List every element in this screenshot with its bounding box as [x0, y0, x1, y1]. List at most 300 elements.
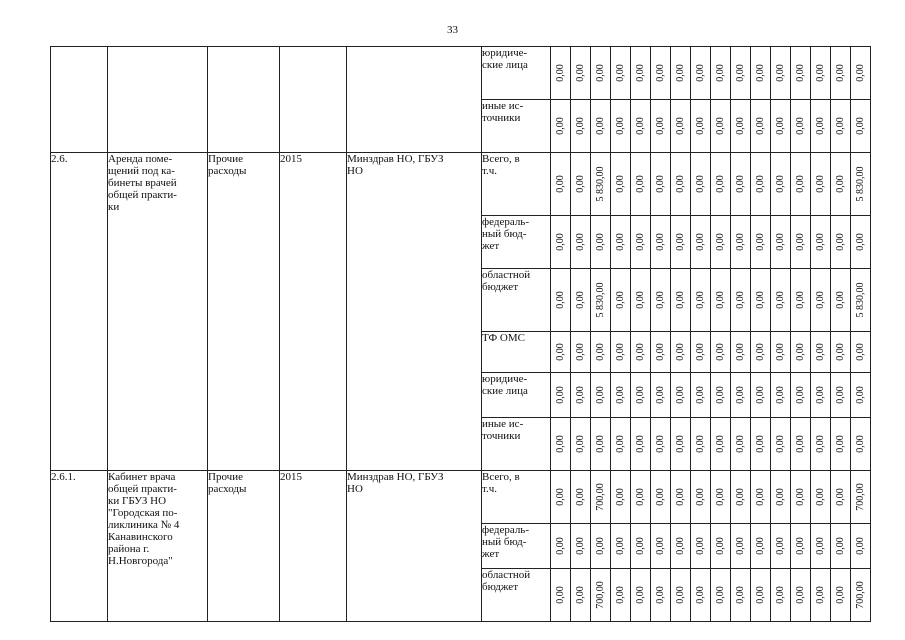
value-text: 0,00 — [654, 175, 666, 193]
item-name: Кабинет врача общей практи- ки ГБУЗ НО "Городская по- ликлиника № 4 Канавинского района г. Н.Новгорода" — [108, 471, 208, 622]
value-text: 0,00 — [674, 537, 686, 555]
value-text: 0,00 — [854, 233, 866, 251]
value-cell — [671, 418, 691, 471]
value-cell — [731, 269, 751, 332]
expense-type: Прочие расходы — [208, 471, 280, 622]
value-text: 0,00 — [694, 343, 706, 361]
value-cell — [711, 524, 731, 569]
value-text: 0,00 — [694, 175, 706, 193]
item-year: 2015 — [280, 153, 347, 471]
value-text: 0,00 — [774, 537, 786, 555]
value-cell — [551, 332, 571, 373]
value-cell — [751, 332, 771, 373]
funding-source: юридиче- ские лица — [482, 47, 551, 100]
value-cell — [791, 418, 811, 471]
value-text: 0,00 — [774, 64, 786, 82]
funding-source: федераль- ный бюд- жет — [482, 216, 551, 269]
value-cell — [711, 569, 731, 622]
value-cell — [751, 524, 771, 569]
executor: Минздрав НО, ГБУЗ НО — [347, 471, 482, 622]
value-cell — [771, 471, 791, 524]
value-cell — [851, 216, 871, 269]
value-text: 0,00 — [754, 537, 766, 555]
value-cell — [811, 153, 831, 216]
value-text: 0,00 — [554, 175, 566, 193]
value-cell — [651, 269, 671, 332]
value-cell — [631, 524, 651, 569]
value-text: 0,00 — [754, 386, 766, 404]
value-cell — [791, 332, 811, 373]
value-text: 0,00 — [554, 343, 566, 361]
value-text: 0,00 — [634, 488, 646, 506]
funding-source: иные ис- точники — [482, 100, 551, 153]
value-cell — [771, 47, 791, 100]
value-cell — [671, 569, 691, 622]
value-cell — [651, 100, 671, 153]
value-cell — [711, 216, 731, 269]
value-cell — [571, 418, 591, 471]
value-text: 0,00 — [574, 291, 586, 309]
value-text: 0,00 — [614, 175, 626, 193]
value-text: 0,00 — [774, 435, 786, 453]
value-cell — [851, 569, 871, 622]
value-text: 0,00 — [614, 586, 626, 604]
value-text: 0,00 — [694, 64, 706, 82]
value-text: 0,00 — [574, 343, 586, 361]
value-cell — [631, 269, 651, 332]
value-text: 700,00 — [854, 581, 866, 609]
value-cell — [571, 373, 591, 418]
value-text: 0,00 — [754, 488, 766, 506]
value-text: 0,00 — [834, 343, 846, 361]
value-cell — [551, 569, 571, 622]
table-row — [51, 47, 871, 100]
value-cell — [551, 418, 571, 471]
value-cell — [751, 153, 771, 216]
value-cell — [791, 216, 811, 269]
value-text: 0,00 — [774, 488, 786, 506]
value-cell — [771, 373, 791, 418]
value-cell — [691, 100, 711, 153]
value-cell — [831, 524, 851, 569]
value-cell — [571, 524, 591, 569]
item-number — [51, 47, 108, 153]
funding-source: ТФ ОМС — [482, 332, 551, 373]
value-text: 0,00 — [834, 175, 846, 193]
value-cell — [671, 100, 691, 153]
value-cell — [571, 269, 591, 332]
value-cell — [571, 216, 591, 269]
value-cell — [671, 471, 691, 524]
value-text: 0,00 — [634, 586, 646, 604]
value-text: 0,00 — [634, 233, 646, 251]
value-cell — [811, 373, 831, 418]
value-text: 0,00 — [654, 117, 666, 135]
value-cell — [671, 216, 691, 269]
value-cell — [711, 332, 731, 373]
item-name — [108, 47, 208, 153]
value-cell — [831, 269, 851, 332]
value-cell — [811, 569, 831, 622]
value-text: 0,00 — [614, 64, 626, 82]
value-cell — [731, 153, 751, 216]
value-cell — [771, 418, 791, 471]
value-cell — [691, 569, 711, 622]
value-text: 0,00 — [614, 386, 626, 404]
value-text: 0,00 — [634, 386, 646, 404]
value-cell — [551, 373, 571, 418]
value-cell — [651, 569, 671, 622]
value-cell — [551, 269, 571, 332]
value-text: 0,00 — [734, 117, 746, 135]
value-text: 0,00 — [574, 586, 586, 604]
value-text: 0,00 — [634, 117, 646, 135]
value-text: 0,00 — [794, 343, 806, 361]
value-text: 0,00 — [674, 64, 686, 82]
value-cell — [591, 269, 611, 332]
value-cell — [751, 269, 771, 332]
expense-type: Прочие расходы — [208, 153, 280, 471]
value-text: 0,00 — [754, 343, 766, 361]
value-cell — [691, 373, 711, 418]
value-text: 0,00 — [674, 586, 686, 604]
value-text: 0,00 — [734, 291, 746, 309]
value-text: 0,00 — [614, 291, 626, 309]
value-text: 700,00 — [594, 483, 606, 511]
value-cell — [791, 47, 811, 100]
value-cell — [691, 471, 711, 524]
value-cell — [731, 47, 751, 100]
value-cell — [691, 269, 711, 332]
value-cell — [671, 269, 691, 332]
value-cell — [611, 373, 631, 418]
value-cell — [551, 471, 571, 524]
value-text: 0,00 — [714, 233, 726, 251]
value-cell — [691, 153, 711, 216]
value-cell — [751, 418, 771, 471]
value-text: 0,00 — [694, 117, 706, 135]
value-text: 0,00 — [854, 117, 866, 135]
value-text: 0,00 — [794, 64, 806, 82]
value-text: 0,00 — [634, 291, 646, 309]
value-text: 0,00 — [614, 117, 626, 135]
value-text: 0,00 — [714, 586, 726, 604]
value-cell — [631, 153, 651, 216]
value-cell — [831, 373, 851, 418]
value-text: 0,00 — [814, 435, 826, 453]
value-text: 0,00 — [614, 537, 626, 555]
value-cell — [711, 373, 731, 418]
value-text: 0,00 — [554, 488, 566, 506]
value-text: 0,00 — [594, 233, 606, 251]
value-text: 0,00 — [794, 291, 806, 309]
value-text: 0,00 — [854, 64, 866, 82]
value-cell — [851, 373, 871, 418]
value-text: 0,00 — [774, 386, 786, 404]
value-cell — [771, 332, 791, 373]
value-text: 0,00 — [654, 64, 666, 82]
value-text: 0,00 — [834, 233, 846, 251]
value-text: 0,00 — [714, 537, 726, 555]
value-cell — [811, 216, 831, 269]
value-cell — [591, 153, 611, 216]
value-cell — [731, 373, 751, 418]
value-text: 0,00 — [674, 175, 686, 193]
value-text: 0,00 — [734, 537, 746, 555]
value-cell — [571, 153, 591, 216]
value-cell — [811, 471, 831, 524]
value-cell — [691, 47, 711, 100]
value-text: 5 830,00 — [854, 166, 866, 202]
value-cell — [731, 332, 751, 373]
value-text: 0,00 — [834, 537, 846, 555]
value-text: 0,00 — [774, 175, 786, 193]
value-cell — [831, 332, 851, 373]
value-text: 0,00 — [634, 435, 646, 453]
value-cell — [631, 471, 651, 524]
value-cell — [611, 269, 631, 332]
value-text: 0,00 — [574, 488, 586, 506]
value-text: 0,00 — [654, 343, 666, 361]
value-text: 0,00 — [854, 343, 866, 361]
value-text: 0,00 — [554, 537, 566, 555]
value-cell — [711, 418, 731, 471]
value-cell — [651, 471, 671, 524]
value-text: 0,00 — [794, 435, 806, 453]
value-cell — [651, 332, 671, 373]
value-cell — [831, 418, 851, 471]
value-text: 0,00 — [834, 435, 846, 453]
value-text: 0,00 — [674, 488, 686, 506]
value-text: 0,00 — [594, 117, 606, 135]
value-cell — [751, 373, 771, 418]
value-cell — [851, 100, 871, 153]
value-text: 0,00 — [714, 64, 726, 82]
value-text: 0,00 — [834, 117, 846, 135]
value-text: 0,00 — [614, 233, 626, 251]
value-cell — [671, 373, 691, 418]
value-cell — [831, 216, 851, 269]
value-text: 0,00 — [574, 386, 586, 404]
value-cell — [611, 153, 631, 216]
value-cell — [851, 47, 871, 100]
value-text: 0,00 — [854, 537, 866, 555]
value-cell — [751, 471, 771, 524]
value-text: 0,00 — [734, 64, 746, 82]
value-text: 0,00 — [834, 291, 846, 309]
value-cell — [631, 332, 651, 373]
value-text: 0,00 — [574, 64, 586, 82]
value-cell — [591, 100, 611, 153]
value-cell — [671, 47, 691, 100]
value-cell — [771, 153, 791, 216]
value-text: 0,00 — [814, 175, 826, 193]
value-cell — [731, 100, 751, 153]
value-cell — [851, 332, 871, 373]
value-text: 0,00 — [814, 64, 826, 82]
value-cell — [651, 524, 671, 569]
value-cell — [851, 269, 871, 332]
funding-source: областной бюджет — [482, 269, 551, 332]
value-cell — [851, 418, 871, 471]
value-text: 0,00 — [814, 586, 826, 604]
value-text: 0,00 — [634, 175, 646, 193]
value-text: 0,00 — [614, 488, 626, 506]
value-text: 0,00 — [834, 586, 846, 604]
value-text: 0,00 — [674, 343, 686, 361]
value-text: 0,00 — [774, 233, 786, 251]
value-cell — [571, 47, 591, 100]
funding-source: Всего, в т.ч. — [482, 153, 551, 216]
value-text: 0,00 — [794, 488, 806, 506]
value-text: 0,00 — [694, 386, 706, 404]
value-text: 0,00 — [774, 291, 786, 309]
value-text: 0,00 — [754, 586, 766, 604]
value-text: 0,00 — [694, 586, 706, 604]
value-text: 0,00 — [734, 488, 746, 506]
value-text: 0,00 — [654, 537, 666, 555]
value-cell — [571, 100, 591, 153]
value-cell — [611, 471, 631, 524]
item-year — [280, 47, 347, 153]
value-text: 0,00 — [814, 488, 826, 506]
value-text: 0,00 — [734, 175, 746, 193]
value-cell — [851, 471, 871, 524]
value-text: 0,00 — [754, 117, 766, 135]
value-cell — [791, 471, 811, 524]
funding-source: Всего, в т.ч. — [482, 471, 551, 524]
value-text: 0,00 — [554, 586, 566, 604]
value-cell — [591, 332, 611, 373]
value-text: 0,00 — [794, 117, 806, 135]
value-text: 0,00 — [634, 343, 646, 361]
value-cell — [671, 153, 691, 216]
value-text: 0,00 — [574, 233, 586, 251]
value-cell — [711, 153, 731, 216]
value-cell — [631, 216, 651, 269]
table-row — [51, 471, 871, 524]
value-cell — [731, 418, 751, 471]
value-text: 0,00 — [734, 343, 746, 361]
value-text: 0,00 — [574, 537, 586, 555]
value-text: 0,00 — [654, 291, 666, 309]
value-text: 0,00 — [814, 386, 826, 404]
value-text: 0,00 — [554, 291, 566, 309]
value-cell — [751, 569, 771, 622]
value-text: 0,00 — [614, 435, 626, 453]
value-cell — [611, 216, 631, 269]
value-text: 0,00 — [834, 488, 846, 506]
value-text: 0,00 — [814, 291, 826, 309]
value-text: 0,00 — [634, 64, 646, 82]
value-cell — [631, 100, 651, 153]
value-cell — [551, 47, 571, 100]
value-text: 0,00 — [694, 488, 706, 506]
value-text: 0,00 — [834, 64, 846, 82]
budget-table — [50, 46, 871, 622]
value-text: 0,00 — [554, 233, 566, 251]
value-text: 0,00 — [694, 291, 706, 309]
value-text: 0,00 — [734, 233, 746, 251]
value-text: 0,00 — [674, 233, 686, 251]
value-cell — [551, 100, 571, 153]
value-text: 0,00 — [854, 386, 866, 404]
value-cell — [831, 100, 851, 153]
value-cell — [751, 47, 771, 100]
value-text: 0,00 — [674, 386, 686, 404]
value-text: 0,00 — [654, 386, 666, 404]
value-text: 0,00 — [674, 435, 686, 453]
value-text: 0,00 — [794, 386, 806, 404]
value-text: 0,00 — [714, 488, 726, 506]
value-text: 0,00 — [614, 343, 626, 361]
table-row — [51, 153, 871, 216]
value-text: 0,00 — [594, 435, 606, 453]
value-cell — [771, 216, 791, 269]
value-cell — [851, 524, 871, 569]
value-text: 0,00 — [574, 175, 586, 193]
value-cell — [791, 524, 811, 569]
value-text: 0,00 — [814, 233, 826, 251]
value-cell — [631, 418, 651, 471]
value-text: 0,00 — [734, 435, 746, 453]
value-text: 0,00 — [554, 117, 566, 135]
value-cell — [811, 524, 831, 569]
value-text: 0,00 — [654, 435, 666, 453]
value-text: 700,00 — [594, 581, 606, 609]
funding-source: иные ис- точники — [482, 418, 551, 471]
value-cell — [571, 471, 591, 524]
value-cell — [691, 524, 711, 569]
value-text: 0,00 — [794, 586, 806, 604]
value-text: 0,00 — [814, 117, 826, 135]
value-cell — [691, 418, 711, 471]
item-year: 2015 — [280, 471, 347, 622]
value-text: 0,00 — [714, 291, 726, 309]
value-text: 0,00 — [774, 343, 786, 361]
value-text: 0,00 — [714, 175, 726, 193]
value-cell — [671, 332, 691, 373]
value-text: 0,00 — [594, 64, 606, 82]
value-cell — [611, 524, 631, 569]
value-cell — [611, 332, 631, 373]
value-cell — [591, 47, 611, 100]
value-cell — [631, 47, 651, 100]
value-text: 0,00 — [594, 537, 606, 555]
value-cell — [771, 100, 791, 153]
value-cell — [731, 569, 751, 622]
value-text: 700,00 — [854, 483, 866, 511]
value-text: 0,00 — [794, 175, 806, 193]
value-cell — [631, 373, 651, 418]
value-cell — [591, 418, 611, 471]
value-text: 0,00 — [754, 64, 766, 82]
value-text: 0,00 — [714, 435, 726, 453]
executor: Минздрав НО, ГБУЗ НО — [347, 153, 482, 471]
value-cell — [571, 569, 591, 622]
value-cell — [691, 332, 711, 373]
value-cell — [731, 471, 751, 524]
value-text: 0,00 — [554, 64, 566, 82]
value-text: 0,00 — [854, 435, 866, 453]
value-text: 0,00 — [794, 537, 806, 555]
funding-source: юридиче- ские лица — [482, 373, 551, 418]
value-cell — [551, 153, 571, 216]
item-number: 2.6. — [51, 153, 108, 471]
value-cell — [791, 269, 811, 332]
value-cell — [591, 524, 611, 569]
value-cell — [831, 153, 851, 216]
